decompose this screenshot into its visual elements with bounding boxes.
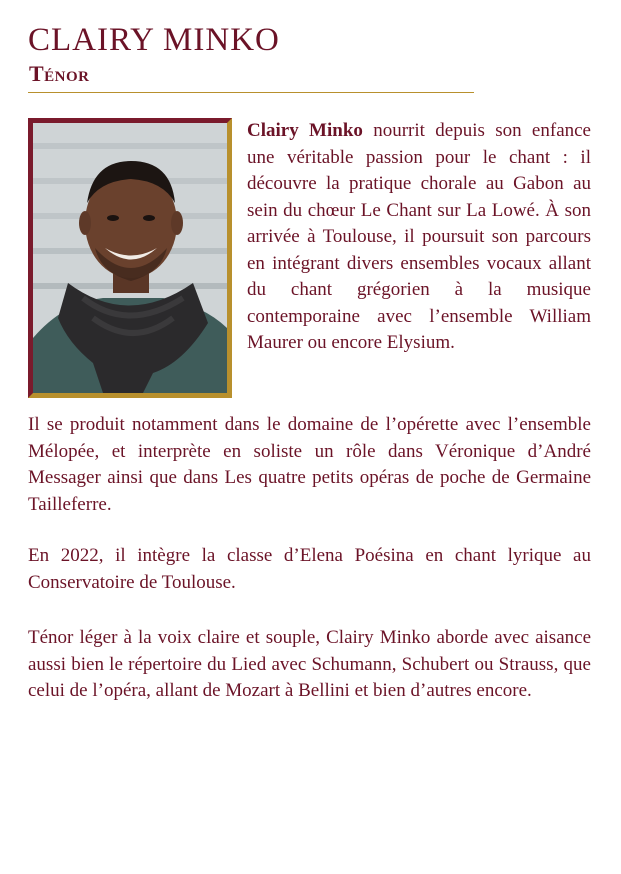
bio-lead-name: Clairy Minko — [247, 120, 363, 141]
bio-paragraph-4: Ténor léger à la voix claire et souple, Clairy Minko aborde avec aisance aussi bien le répertoire du Lied avec Schumann, Schubert ou Strauss, que celui de l’opéra, allant de Mozart à Bellini et bien d’autres encore. — [28, 627, 591, 701]
portrait-illustration — [33, 123, 227, 393]
portrait-photo — [28, 118, 232, 398]
bio-paragraph-1-text: nourrit depuis son enfance une véritable passion pour le chant : il découvre la pratique chorale au Gabon au sein du chœur Le Chant sur La Lowé. À son arrivée à Toulouse, il poursuit son parcours en intégrant divers ensembles vocaux allant du chant grégorien à la musique contemporaine avec l’ensemble William Maurer ou encore Elysium. — [247, 120, 591, 353]
artist-role: Ténor — [29, 61, 90, 86]
bio-paragraph-2: Il se produit notamment dans le domaine de l’opérette avec l’ensemble Mélopée, et interprète en soliste un rôle dans Véronique d’André Messager ainsi que dans Les quatre petits opéras de poche de Germaine Tailleferre. — [28, 414, 591, 515]
artist-name: CLAIRY MINKO — [28, 22, 280, 58]
bio-paragraph-1 — [247, 118, 591, 357]
bio-paragraph-3: En 2022, il intègre la classe d’Elena Poésina en chant lyrique au Conservatoire de Toulouse. — [28, 545, 591, 593]
header-divider — [28, 92, 474, 93]
